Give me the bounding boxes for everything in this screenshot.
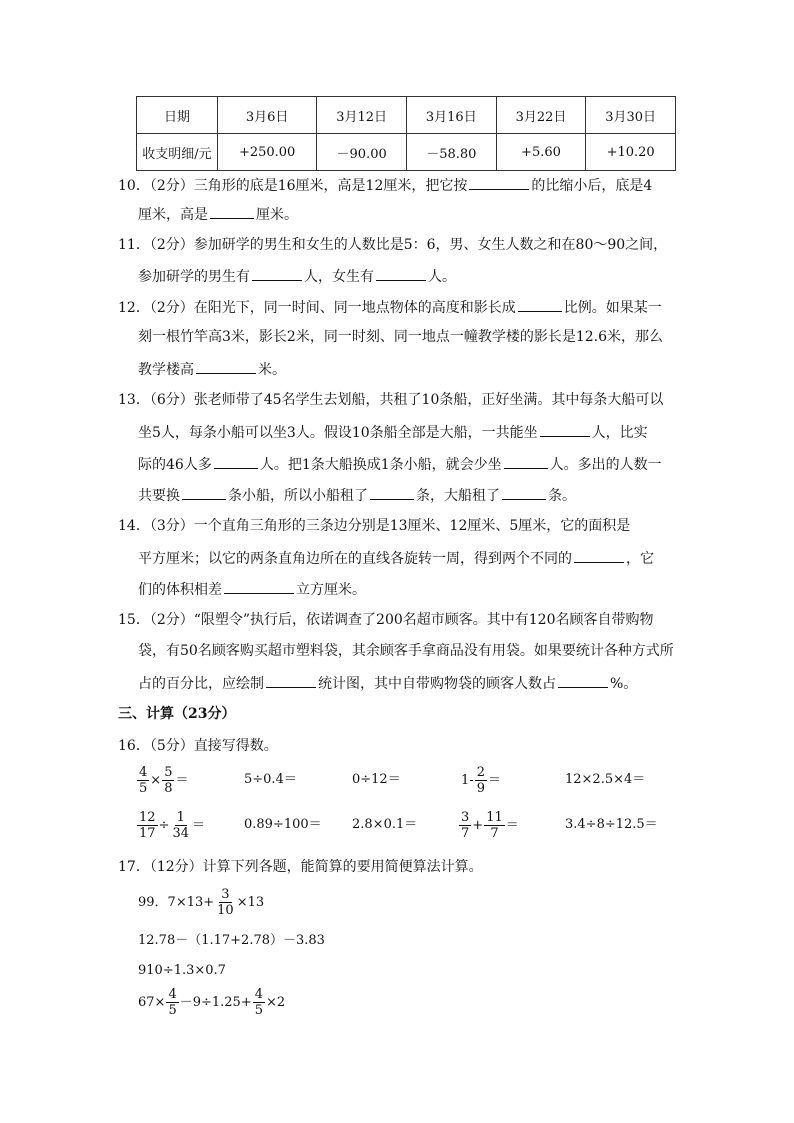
q12-line-2: 刻一根竹竿高3米，影长2米，同一时刻、同一地点一幢教学楼的影长是12.6米，那么 [138,329,663,345]
answer-blank[interactable] [502,484,546,500]
table-cell: 3月30日 [586,97,676,134]
table-cell: 3月16日 [406,97,496,134]
table-cell: 3月6日 [218,97,317,134]
table-cell: 3月12日 [317,97,407,134]
answer-blank[interactable] [182,484,226,500]
table-cell: －90.00 [317,134,407,171]
answer-blank[interactable] [370,484,414,500]
q13-line-1: 13．（6分）张老师带了45名学生去划船，共租了10条船，正好坐满。其中每条大船可以 [118,392,664,408]
q16-r2-a: $\frac{12}{17}$ ÷ $\frac{1}{34}$ ＝ [139,810,206,841]
q16-r2-e: 3.4÷8÷12.5＝ [565,817,658,832]
q16-r2-c: 2.8×0.1＝ [352,817,418,832]
q14-line-3: 们的体积相差 立方厘米。 [138,578,698,600]
fraction: $\frac{4}{5}$ [254,987,264,1018]
expense-table [136,96,676,171]
fraction: $\frac{11}{7}$ [486,810,503,841]
answer-blank[interactable] [504,453,548,469]
table-header-row [137,97,676,134]
q16-r1-e: 12×2.5×4＝ [565,772,646,787]
q15-line-2: 袋，有50名顾客购买超市塑料袋，其余顾客手拿商品没有用袋。如果要统计各种方式所 [138,643,674,659]
q15-line-3: 占的百分比，应绘制 统计图，其中自带购物袋的顾客人数占 %。 [138,672,698,694]
table-row [137,134,676,171]
table-cell: +250.00 [218,134,317,171]
fraction: $\frac{12}{17}$ [139,810,156,841]
q12-line-3: 教学楼高 米。 [138,358,698,380]
q16-r2-b: 0.89÷100＝ [244,817,322,832]
fraction: $\frac{5}{8}$ [164,765,173,796]
fraction: $\frac{4}{5}$ [139,765,148,796]
q12-line-1: 12．（2分）在阳光下，同一时间、同一地点物体的高度和影长成 比例。如果某一 [118,296,678,318]
q14-line-2: 平方厘米；以它的两条直角边所在的直线各旋转一周，得到两个不同的 ，它 [138,547,698,569]
answer-blank[interactable] [376,265,426,281]
table-cell: 收支明细/元 [137,134,218,171]
q16-r1-c: 0÷12＝ [352,772,401,787]
q10-line-2: 厘米，高是 厘米。 [138,203,698,225]
table-cell: +10.20 [586,134,676,171]
q16-r1-a: $\frac{4}{5}$ × $\frac{5}{8}$ ＝ [139,765,189,796]
q17-expr-2: 12.78－（1.17+2.78）－3.83 [138,933,325,948]
q14-line-1: 14．（3分）一个直角三角形的三条边分别是13厘米、12厘米、5厘米，它的面积是 [118,518,631,534]
q17-expr-3: 910÷1.3×0.7 [138,963,226,978]
fraction: $\frac{3}{10}$ [217,887,234,918]
answer-blank[interactable] [518,296,562,312]
q13-line-3: 际的46人多 人。把1条大船换成1条小船，就会少坐 人。多出的人数一 [138,453,698,475]
fraction: $\frac{3}{7}$ [461,810,470,841]
table-cell: +5.60 [496,134,586,171]
answer-blank[interactable] [252,265,302,281]
table-cell: 3月22日 [496,97,586,134]
q17-title: 17．（12分）计算下列各题，能简算的要用简便算法计算。 [118,859,483,875]
q17-expr-1: 99．7×13+ $\frac{3}{10}$ ×13 [138,887,265,918]
answer-blank[interactable] [196,358,256,374]
table-cell: 日期 [137,97,218,134]
fraction: $\frac{4}{5}$ [168,987,177,1018]
q17-expr-4: 67× $\frac{4}{5}$ －9÷1.25+ $\frac{4}{5}$ ×2 [138,987,286,1018]
q16-r1-b: 5÷0.4＝ [244,772,297,787]
answer-blank[interactable] [210,203,254,219]
answer-blank[interactable] [558,672,608,688]
q11-line-2: 参加研学的男生有 人，女生有 人。 [138,265,698,287]
table-cell: －58.80 [406,134,496,171]
fraction: $\frac{2}{9}$ [476,765,485,796]
answer-blank[interactable] [224,578,294,594]
answer-blank[interactable] [266,672,316,688]
q16-r2-d: $\frac{3}{7}$ + $\frac{11}{7}$ ＝ [461,810,519,841]
answer-blank[interactable] [469,174,529,190]
section-heading: 三、计算（23分） [118,706,236,722]
answer-blank[interactable] [540,421,590,437]
answer-blank[interactable] [574,547,624,563]
q13-line-4: 共要换 条小船，所以小船租了 条，大船租了 条。 [138,484,698,506]
fraction: $\frac{1}{34}$ [172,810,189,841]
q11-line-1: 11．（2分）参加研学的男生和女生的人数比是5：6，男、女生人数之和在80～90之间， [118,237,668,253]
q16-title: 16．（5分）直接写得数。 [118,738,278,754]
q13-line-2: 坐5人，每条小船可以坐3人。假设10条船全部是大船，一共能坐 人，比实 [138,421,698,443]
q16-r1-d: 1- $\frac{2}{9}$ ＝ [461,765,501,796]
answer-blank[interactable] [214,453,258,469]
q10-line-1: 10．（2分）三角形的底是16厘米，高是12厘米，把它按 的比缩小后，底是4 [118,174,678,196]
q15-line-1: 15．（2分）“限塑令”执行后，依诺调查了200名超市顾客。其中有120名顾客自带购物 [118,612,654,628]
